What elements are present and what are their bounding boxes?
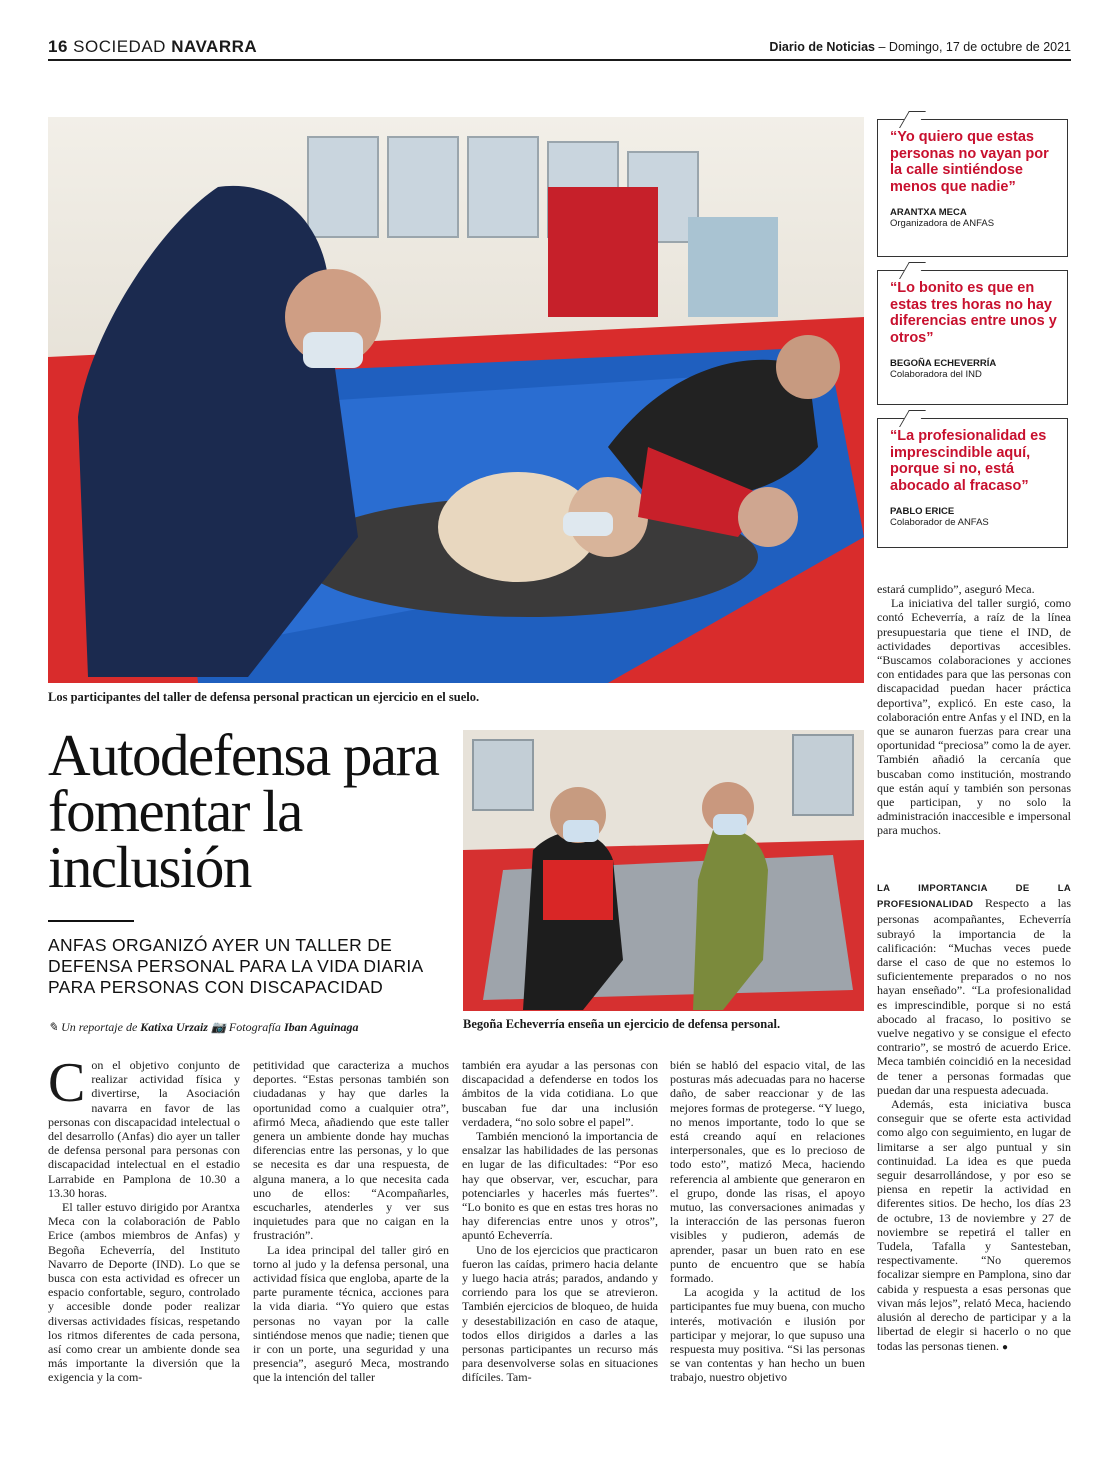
photographer: Iban Aguinaga <box>283 1020 359 1034</box>
paragraph: Uno de los ejercicios que practicaron fueron las caídas, primero hacia delante y luego hacia atrás; parados, andando y corriendo para los que se atrevieron. También ejercicios de bloqueo, de huida y desestabilización en caso de ataque, todos ellos dirigidos a darles a las personas participantes un recurso más para desenvolverse solas en situaciones difíciles. Tam- <box>462 1242 658 1385</box>
quote-text: “Lo bonito es que en estas tres horas no hay diferencias entre unos y otros” <box>890 280 1057 346</box>
byline-author: Katixa Urzaiz <box>140 1020 208 1034</box>
paragraph: también era ayudar a las personas con discapacidad a defenderse en todos los ámbitos de la vida cotidiana. Lo que buscaban fue dar una inclusión verdadera, “no solo sobre el papel”. <box>462 1058 658 1129</box>
issue-date: – Domingo, 17 de octubre de 2021 <box>878 40 1071 54</box>
section-lead: LA IMPORTANCIA DE LA PROFESIONALIDAD <box>877 883 1071 911</box>
paragraph: El taller estuvo dirigido por Arantxa Meca con la colaboración de Pablo Erice (ambos miembros de Anfas) y Begoña Echeverría, del Instituto Navarro de Deporte (IND). Lo que se busca con esta actividad es ofrecer un espacio confortable, seguro, controlado y accesible donde poder realizar diversas actividades físicas, respetando los ritmos diferentes de cada persona, así como crear un ambiente donde sea más importante la diversión que la exigencia y la com- <box>48 1200 240 1385</box>
quote-text: “Yo quiero que estas personas no vayan por la calle sintiéndose menos que nadie” <box>890 129 1049 195</box>
main-photo-caption: Los participantes del taller de defensa personal practican un ejercicio en el suelo. <box>48 690 480 704</box>
body-column-5-bottom <box>877 880 1071 1355</box>
body-column-1 <box>48 1052 240 1385</box>
body-column-4 <box>670 1058 865 1385</box>
end-mark: ● <box>1001 1341 1009 1353</box>
second-photo <box>463 730 864 1011</box>
quote-box-1 <box>877 119 1068 257</box>
photo-prefix: Fotografía <box>228 1020 281 1034</box>
page-number: 16 <box>48 37 68 56</box>
headline-rule <box>48 920 134 922</box>
quote-tab <box>899 111 926 128</box>
quote-box-2 <box>877 270 1068 405</box>
paragraph: La acogida y la actitud de los participantes fue muy buena, con mucho interés, motivación e ilusión por participar y mejorar, lo que supuso una respuesta muy positiva. “Si las personas se van contentas y han hecho un buen trabajo, nuestro objetivo <box>670 1285 865 1385</box>
page-header-left <box>48 37 257 57</box>
main-photo <box>48 117 864 683</box>
quote-role: Colaboradora del IND <box>890 369 982 380</box>
headline: Autodefensa para fomentar la inclusión <box>48 722 439 900</box>
page-header-right <box>769 40 1071 54</box>
pen-icon: ✎ <box>48 1020 59 1034</box>
section-name: SOCIEDAD <box>73 37 166 56</box>
paper-name: Diario de Noticias <box>769 40 876 54</box>
quote-name: ARANTXA MECA <box>890 207 967 218</box>
paragraph <box>877 880 1071 1097</box>
paragraph: estará cumplido”, aseguró Meca. <box>877 582 1035 596</box>
quote-role: Organizadora de ANFAS <box>890 218 995 229</box>
camera-icon: 📷 <box>210 1020 226 1034</box>
paragraph-text: Respecto a las personas acompañantes, Echeverría subrayó la importancia de la calificación: “Muchas veces puede darse el caso de que no estemos lo suficientemente preparados o no nos hayan enseñado”. “La profesionalidad es imprescindible, porque si no está abocado al fracaso, lo positivo se vuelve negativo y se consigue el efecto contrario”, se mostró de acuerdo Erice. Meca también coincidió en la necesidad de tener a personas formadas que puedan dar una respuesta adecuada. <box>877 896 1071 1097</box>
paragraph: petitividad que caracteriza a muchos deportes. “Estas personas también son ciudadanas y hay que darles la oportunidad como a cualquier otra”, afirmó Meca, añadiendo que este taller genera un ambiente donde hay muchas diferencias entre las personas, y lo que se necesita es dar una respuesta, de alguna manera, a lo que necesita cada uno de ellos: “Acompañarles, escucharles, atenderles y ver sus inquietudes para que no caigan en la frustración”. <box>253 1058 449 1243</box>
quote-name: PABLO ERICE <box>890 506 955 517</box>
paragraph: La idea principal del taller giró en torno al judo y la defensa personal, una actividad física que engloba, aparte de la parte puramente técnica, acciones para la vida diaria. “Yo quiero que estas personas no vayan por la calle sintiéndose menos que nadie; tienen que ir con un porte, una seguridad y una presencia”, aseguró Meca, mostrando que la intención del taller <box>253 1242 449 1385</box>
body-column-5-top <box>877 582 1071 838</box>
paragraph-text: on el objetivo conjunto de realizar actividad física y divertirse, la Asociación navarra en favor de las personas con discapacidad intelectual o del desarrollo (Anfas) dio ayer un taller de defensa personal para personas con discapacidad intelectual en el estadio Larrabide en Pamplona de 10.30 a 13.30 horas. <box>48 1058 240 1200</box>
drop-cap: C <box>48 1052 86 1114</box>
paragraph-text: Además, esta iniciativa busca conseguir que se oferte esta actividad como algo con seguimiento, en lugar de limitarse a ser algo puntual y sin continuidad. La idea es que pueda seguir desarrollándose, y por eso se piensa en repetir la actividad en diferentes sitios. De hecho, los días 23 de octubre, 13 de noviembre y 27 de noviembre se repetirá el taller en Tudela, Tafalla y Santesteban, respectivamente. “No queremos focalizar siempre en Pamplona, sino dar cabida y respuesta a esas personas que vivan más lejos”, relató Meca, haciendo alusión al derecho de participar y a la libertad de elegir si hacerlo o no que todas las personas tienen. <box>877 1097 1071 1353</box>
subheadline: ANFAS ORGANIZÓ AYER UN TALLER DE DEFENSA PERSONAL PARA LA VIDA DIARIA PARA PERSONAS CON DISCAPACIDAD <box>48 935 423 997</box>
paragraph: También mencionó la importancia de ensalzar las habilidades de las personas en lugar de las dificultades: “Por eso hay que observar, ver, escuchar, para potenciarles y hacerles más fuertes”. “Lo bonito es que en estas tres horas no hay diferencias entre unos y otros”, apuntó Echeverría. <box>462 1129 658 1243</box>
header-rule <box>48 59 1071 61</box>
second-photo-caption: Begoña Echeverría enseña un ejercicio de defensa personal. <box>463 1017 781 1031</box>
paragraph: bién se habló del espacio vital, de las posturas más adecuadas para no hacerse daño, de saber reaccionar y de las mejores formas de protegerse. “Y luego, no menos importante, todo lo que se está creando aquí en relaciones interpersonales, que es lo precioso de todo esto”, matizó Meca, haciendo referencia al ambiente que generaron en el grupo, donde las risas, el apoyo mutuo, las conversaciones animadas y la interacción de las personas fueron visibles y pudieron, además de aprender, pasar un buen rato en ese punto de encuentro que se había formado. <box>670 1058 865 1286</box>
body-column-2 <box>253 1058 449 1385</box>
paragraph <box>48 1052 240 1200</box>
quote-tab <box>899 262 926 279</box>
quote-tab <box>899 410 926 427</box>
quote-box-3 <box>877 418 1068 548</box>
byline-prefix: Un reportaje de <box>61 1020 138 1034</box>
quote-name: BEGOÑA ECHEVERRÍA <box>890 358 997 369</box>
byline <box>48 1020 359 1035</box>
quote-text: “La profesionalidad es imprescindible aquí, porque si no, está abocado al fracaso” <box>890 428 1047 494</box>
paragraph: La iniciativa del taller surgió, como contó Echeverría, a raíz de la línea presupuestaria que tiene el IND, de actividades deportivas accesibles. “Buscamos colaboraciones y acciones con entidades para que las personas con discapacidad puedan hacer práctica deportiva”, explicó. En este caso, la colaboración entre Anfas y el IND, en la que se aunaron fuerzas para crear una oportunidad “preciosa” como la de ayer. También añadió la cercanía que buscaban como institución, mostrando que están aquí y también son personas que participan, y no solo la administración inaccesible e impersonal para muchos. <box>877 596 1071 838</box>
region-name: NAVARRA <box>171 37 258 56</box>
paragraph <box>877 1097 1071 1355</box>
body-column-3 <box>462 1058 658 1385</box>
quote-role: Colaborador de ANFAS <box>890 517 989 528</box>
